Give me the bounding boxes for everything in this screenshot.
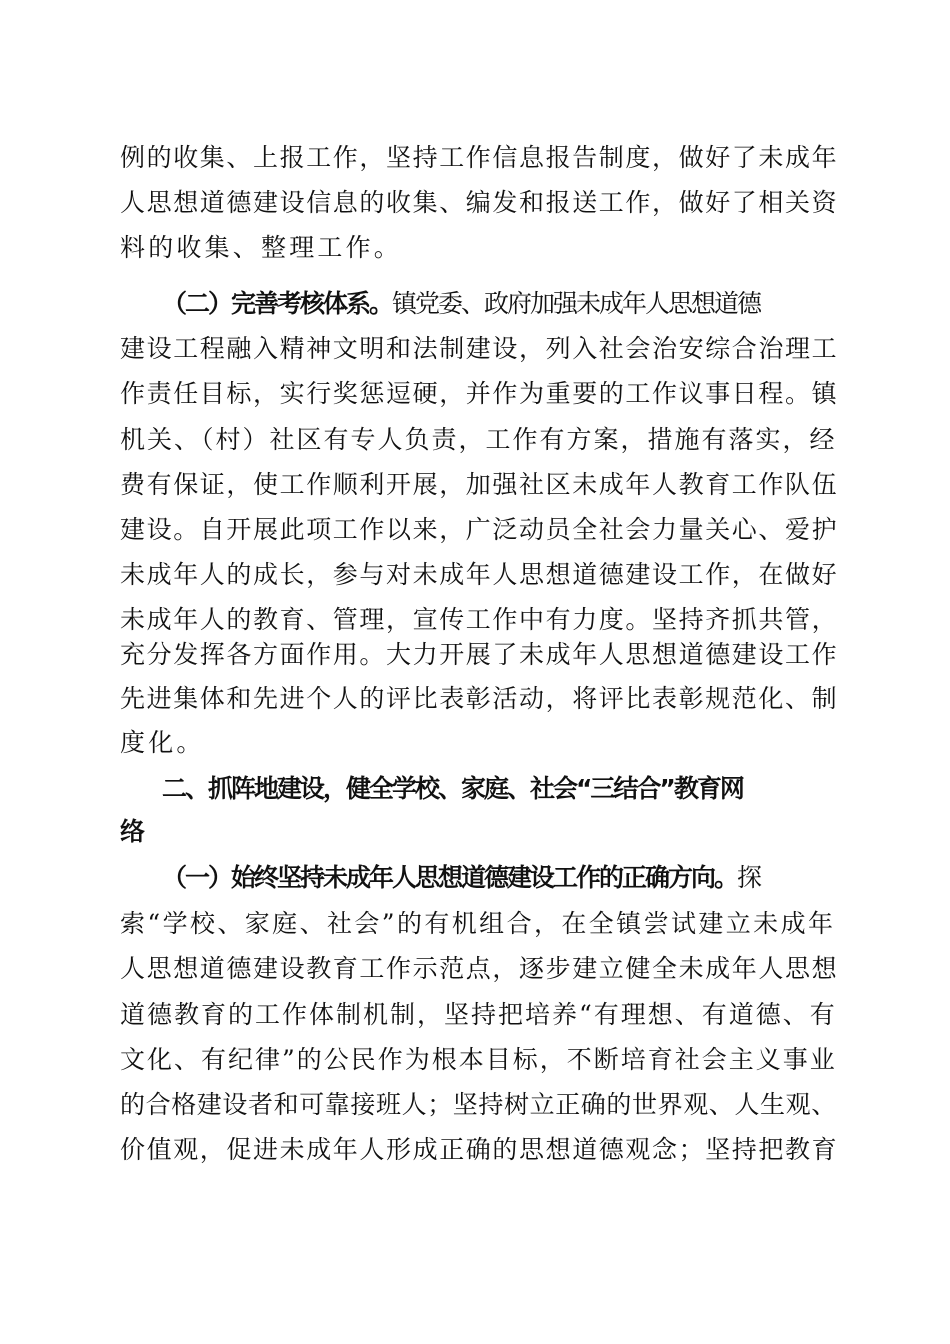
text-line: 建设。自开展此项工作以来，广泛动员全社会力量关心、爱护 xyxy=(120,515,839,544)
text-line: 人思想道德建设教育工作示范点，逐步建立健全未成年人思想 xyxy=(120,954,839,983)
subsection-heading: （一）始终坚持未成年人思想道德建设工作的正确方向。 xyxy=(162,863,738,892)
text-line: 文化、有纪律”的公民作为根本目标，不断培育社会主义事业 xyxy=(120,1045,837,1074)
section-heading: 二、抓阵地建设，健全学校、家庭、社会“三结合”教育网 xyxy=(162,774,743,803)
text-line: 充分发挥各方面作用。大力开展了未成年人思想道德建设工作 xyxy=(120,640,839,669)
text-run: 探 xyxy=(737,863,761,892)
subsection-heading: （二）完善考核体系。 xyxy=(162,289,393,318)
paragraph-first-line xyxy=(162,856,882,900)
text-line: 费有保证，使工作顺利开展，加强社区未成年人教育工作队伍 xyxy=(120,470,839,499)
text-line: 机关、（村）社区有专人负责，工作有方案，措施有落实，经 xyxy=(120,425,837,454)
text-line: 价值观，促进未成年人形成正确的思想道德观念；坚持把教育 xyxy=(120,1135,839,1164)
text-line: 料的收集、整理工作。 xyxy=(120,233,403,262)
paragraph-first-line xyxy=(162,282,882,326)
text-line: 人思想道德建设信息的收集、编发和报送工作，做好了相关资 xyxy=(120,188,839,217)
text-line: 建设工程融入精神文明和法制建设，列入社会治安综合治理工 xyxy=(120,334,839,363)
text-line: 先进集体和先进个人的评比表彰活动，将评比表彰规范化、制 xyxy=(120,684,839,713)
text-line: 作责任目标，实行奖惩逗硬，并作为重要的工作议事日程。镇 xyxy=(120,379,839,408)
section-heading-continued: 络 xyxy=(120,817,149,846)
text-line: 度化。 xyxy=(120,728,205,757)
text-run: 镇党委、政府加强未成年人思想道德 xyxy=(392,289,761,318)
text-line: 道德教育的工作体制机制，坚持把培养“有理想、有道德、有 xyxy=(120,1000,837,1029)
text-line: 未成年人的教育、管理，宣传工作中有力度。坚持齐抓共管， xyxy=(120,605,839,634)
text-line: 的合格建设者和可靠接班人；坚持树立正确的世界观、人生观、 xyxy=(120,1090,837,1119)
text-line: 例的收集、上报工作，坚持工作信息报告制度，做好了未成年 xyxy=(120,143,839,172)
text-line: 索“学校、家庭、社会”的有机组合，在全镇尝试建立未成年 xyxy=(120,909,836,938)
text-line: 未成年人的成长，参与对未成年人思想道德建设工作，在做好 xyxy=(120,560,839,589)
